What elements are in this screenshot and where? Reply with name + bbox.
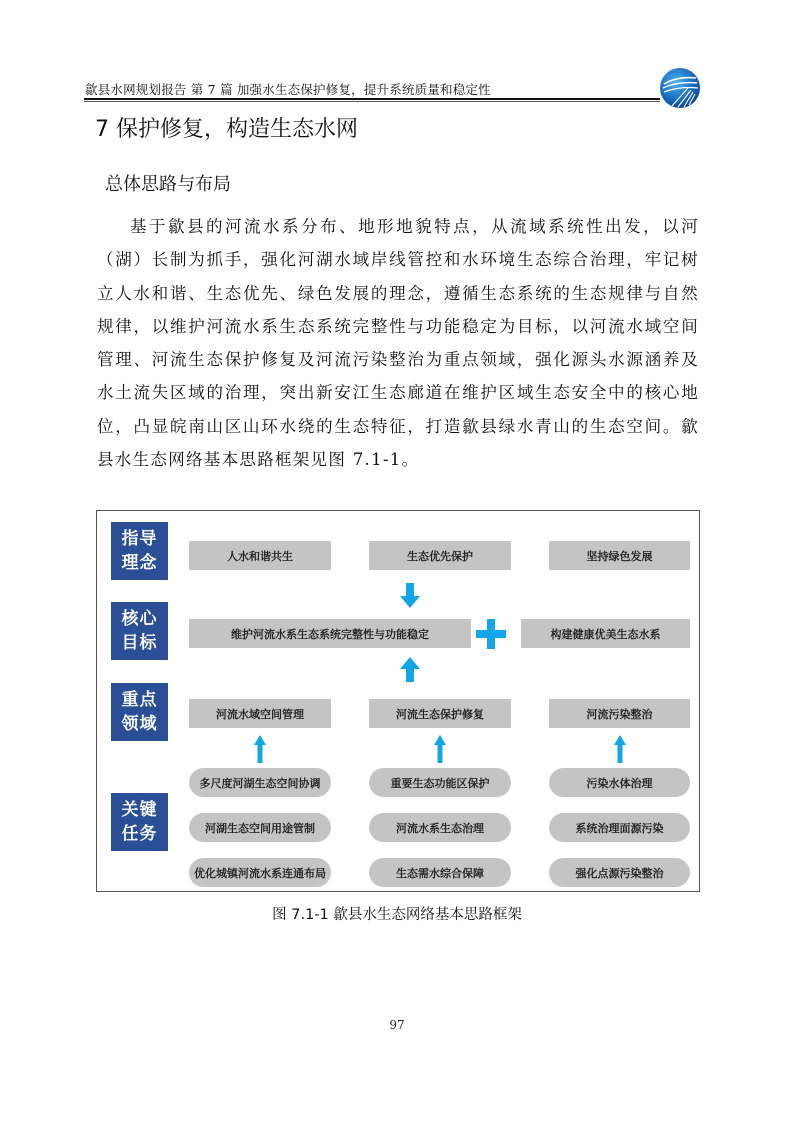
- header-rule: [84, 98, 660, 100]
- category-line: 任务: [121, 824, 158, 844]
- figure-caption: 图 7.1-1 歙县水生态网络基本思路框架: [272, 907, 522, 923]
- category-line: 关键: [121, 800, 158, 820]
- category-key-areas: [111, 683, 168, 741]
- arrow-up-icon: [613, 735, 627, 763]
- running-header: 歙县水网规划报告 第 7 篇 加强水生态保护修复，提升系统质量和稳定性: [85, 82, 491, 97]
- key-task-pill: 污染水体治理: [549, 768, 690, 797]
- key-task-pill: 多尺度河湖生态空间协调: [189, 768, 331, 797]
- category-line: 领域: [121, 714, 158, 734]
- key-task-pill: 河湖生态空间用途管制: [189, 813, 331, 842]
- key-task-pill: 生态需水综合保障: [369, 858, 511, 887]
- guiding-idea-box: 坚持绿色发展: [549, 541, 690, 570]
- category-line: 指导: [121, 529, 158, 549]
- chapter-title: 7 保护修复，构造生态水网: [95, 117, 358, 142]
- key-area-box: 河流水域空间管理: [189, 699, 331, 728]
- page-number: 97: [389, 1018, 405, 1032]
- key-area-box: 河流生态保护修复: [369, 699, 511, 728]
- section-title: 总体思路与布局: [105, 174, 231, 195]
- key-task-pill: 河流水系生态治理: [369, 813, 511, 842]
- key-task-pill: 系统治理面源污染: [549, 813, 690, 842]
- key-task-pill: 优化城镇河流水系连通布局: [189, 858, 331, 887]
- body-paragraph: 基于歙县的河流水系分布、地形地貌特点，从流域系统性出发，以河（湖）长制为抓手，强化河湖水域岸线管控和水环境生态综合治理，牢记树立人水和谐、生态优先、绿色发展的理念，遵循生态系统的生态规律与自然规律，以维护河流水系生态系统完整性与功能稳定为目标，以河流水域空间管理、河流生态保护修复及河流污染整治为重点领域，强化源头水源涵养及水土流失区域的治理，突出新安江生态廊道在维护区域生态安全中的核心地位，凸显皖南山区山环水绕的生态特征，打造歙县绿水青山的生态空间。歙县水生态网络基本思路框架见图 7.1-1。: [97, 217, 699, 470]
- key-area-box: 河流污染整治: [549, 699, 690, 728]
- guiding-idea-box: 人水和谐共生: [189, 541, 331, 570]
- category-core-goals: [111, 602, 168, 660]
- key-task-pill: 强化点源污染整治: [549, 858, 690, 887]
- header-rule-thin: [84, 101, 660, 102]
- plus-icon: [476, 619, 506, 649]
- guiding-idea-box: 生态优先保护: [369, 541, 511, 570]
- arrow-up-icon: [253, 735, 267, 763]
- arrow-up-icon: [433, 735, 447, 763]
- category-guiding-ideas: [111, 522, 168, 580]
- category-key-tasks: [111, 793, 168, 851]
- key-task-pill: 重要生态功能区保护: [369, 768, 511, 797]
- arrow-up-icon: [399, 657, 421, 683]
- core-goal-box: 维护河流水系生态系统完整性与功能稳定: [189, 619, 471, 648]
- water-network-logo-icon: [658, 66, 702, 110]
- category-line: 目标: [121, 633, 158, 653]
- core-goal-box: 构建健康优美生态水系: [521, 619, 690, 648]
- category-line: 理念: [121, 553, 158, 573]
- arrow-down-icon: [399, 583, 421, 609]
- category-line: 重点: [121, 690, 158, 710]
- framework-diagram: [96, 510, 700, 892]
- category-line: 核心: [121, 609, 158, 629]
